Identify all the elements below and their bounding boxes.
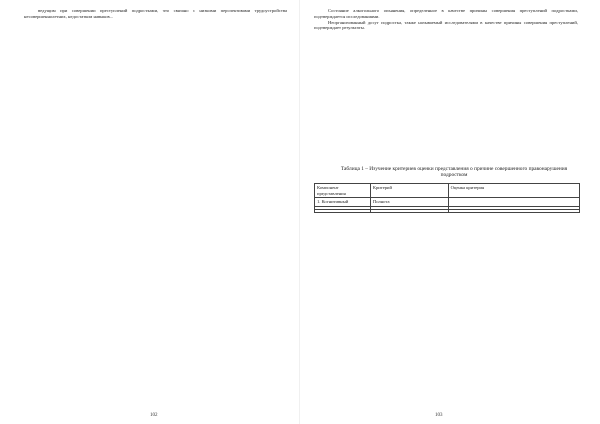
paragraph: Состояние алкогольного опьянения, определенное в качестве причины совершения преступлений подростками, подтверждается исследованиями. <box>314 8 578 19</box>
table-cell-criterion <box>370 209 448 212</box>
table-cell-component: 1. Когнитивный <box>315 198 371 207</box>
page-number-left: 102 <box>150 413 158 418</box>
right-page <box>300 0 600 424</box>
criteria-table <box>314 183 580 213</box>
page-number-right: 103 <box>435 413 443 418</box>
header-component: Компонент представления <box>315 184 371 198</box>
table-cell-assessment <box>448 209 579 212</box>
header-criterion: Критерий <box>370 184 448 198</box>
table-header-row <box>315 184 580 198</box>
table-row <box>315 209 580 212</box>
table-cell-criterion: Полнота <box>370 198 448 207</box>
header-assessment: Оценка критерия <box>448 184 579 198</box>
table-row <box>315 198 580 207</box>
table-caption: Таблица 1 – Изучение критериев оценки представления о причине совершенного правонарушения подростком <box>340 166 568 179</box>
paragraph: ведущим при совершении преступлений подростками, что связано с низкими перспективами трудоустройства несовершеннолетних, недостатком навыков... <box>24 8 287 19</box>
paragraph: Неорганизованный досуг подростка, также называемый исследователями в качестве причины совершения преступлений, подтверждает результаты. <box>314 19 578 31</box>
table-cell-component <box>315 209 371 212</box>
right-page-text <box>314 8 578 31</box>
table-cell-assessment <box>448 198 579 207</box>
left-page-text <box>24 8 287 20</box>
